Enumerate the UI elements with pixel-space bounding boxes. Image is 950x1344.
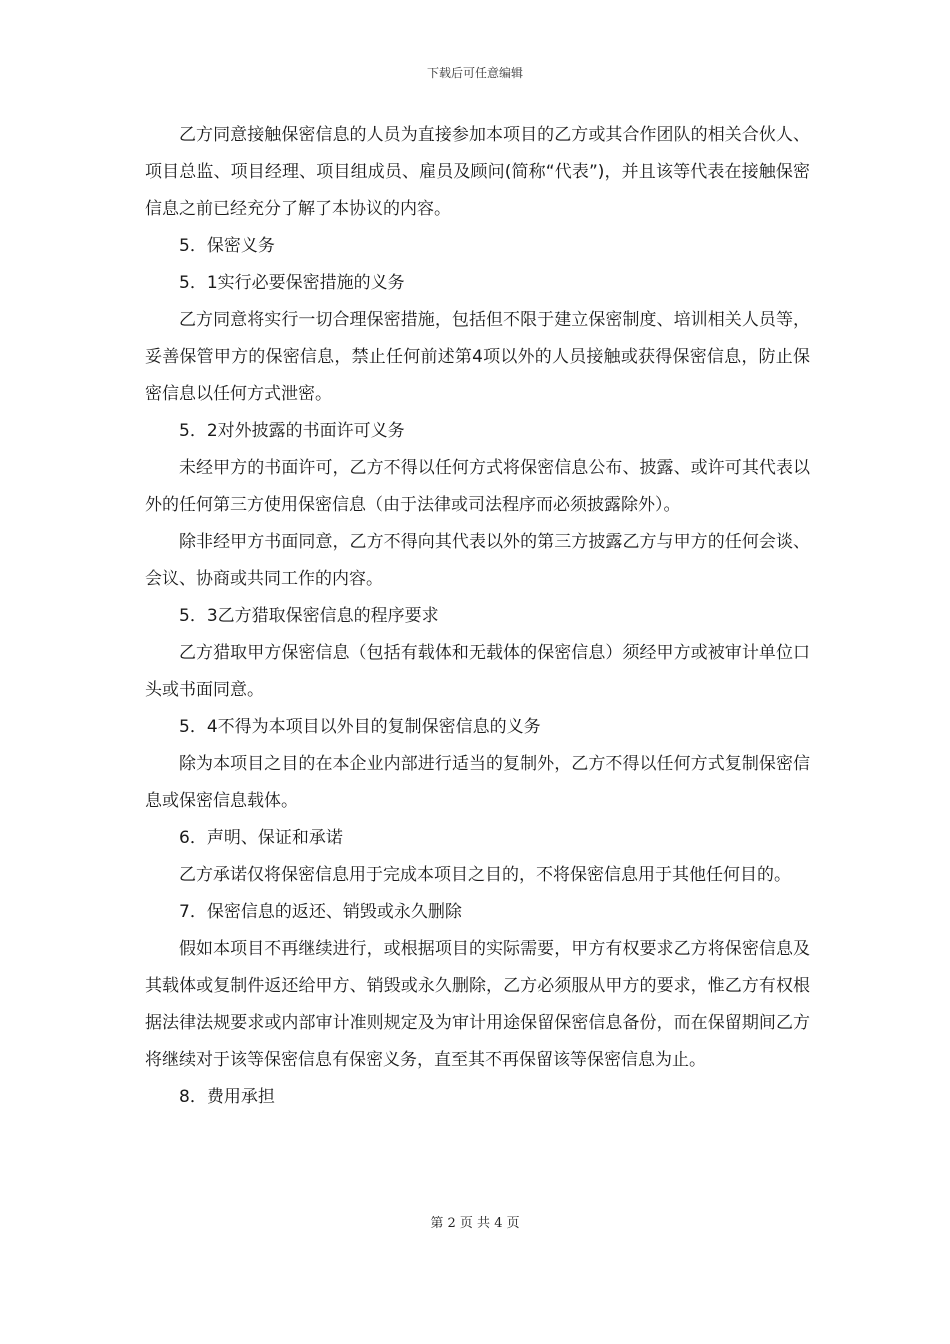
paragraph: 乙方猎取甲方保密信息（包括有载体和无载体的保密信息）须经甲方或被审计单位口头或书面同意。 [145,643,810,700]
paragraph: 未经甲方的书面许可，乙方不得以任何方式将保密信息公布、披露、或许可其代表以外的任何第三方使用保密信息（由于法律或司法程序而必须披露除外）。 [145,458,810,515]
section-heading: 6．声明、保证和承诺 [179,828,343,848]
paragraph: 乙方承诺仅将保密信息用于完成本项目之目的，不将保密信息用于其他任何目的。 [179,865,791,885]
section-heading: 5．保密义务 [179,236,275,256]
subsection-heading: 5．2对外披露的书面许可义务 [179,421,405,441]
section-heading: 7．保密信息的返还、销毁或永久删除 [179,902,462,922]
paragraph: 乙方同意将实行一切合理保密措施，包括但不限于建立保密制度、培训相关人员等，妥善保管甲方的保密信息，禁止任何前述第4项以外的人员接触或获得保密信息，防止保密信息以任何方式泄密。 [145,310,810,404]
paragraph: 假如本项目不再继续进行，或根据项目的实际需要，甲方有权要求乙方将保密信息及其载体或复制件返还给甲方、销毁或永久删除，乙方必须服从甲方的要求，惟乙方有权根据法律法规要求或内部审计准则规定及为审计用途保留保密信息备份，而在保留期间乙方将继续对于该等保密信息有保密义务，直至其不再保留该等保密信息为止。 [145,939,810,1070]
paragraph: 乙方同意接触保密信息的人员为直接参加本项目的乙方或其合作团队的相关合伙人、项目总监、项目经理、项目组成员、雇员及顾问(简称“代表”)，并且该等代表在接触保密信息之前已经充分了解了本协议的内容。 [145,125,810,219]
page-footer: 第 2 页 共 4 页 [430,1216,520,1231]
document-body [145,117,810,1116]
subsection-heading: 5．3乙方猎取保密信息的程序要求 [179,606,439,626]
page-header: 下载后可任意编辑 [426,66,523,80]
subsection-heading: 5．4不得为本项目以外目的复制保密信息的义务 [179,717,541,737]
paragraph: 除为本项目之目的在本企业内部进行适当的复制外，乙方不得以任何方式复制保密信息或保密信息载体。 [145,754,810,811]
subsection-heading: 5．1实行必要保密措施的义务 [179,273,405,293]
paragraph: 除非经甲方书面同意，乙方不得向其代表以外的第三方披露乙方与甲方的任何会谈、会议、协商或共同工作的内容。 [145,532,810,589]
section-heading: 8．费用承担 [179,1087,275,1107]
